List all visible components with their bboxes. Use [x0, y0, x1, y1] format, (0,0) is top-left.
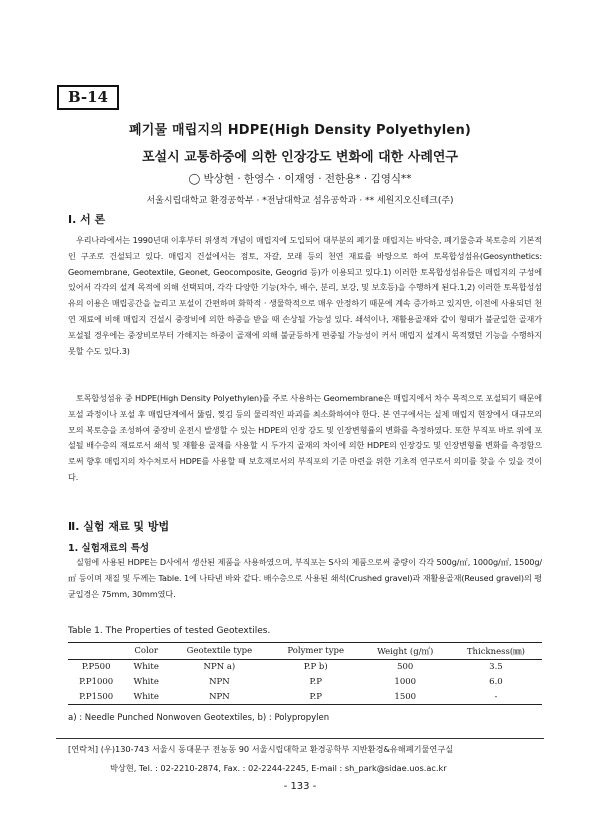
properties-table: [68, 642, 542, 705]
title-line-1: 폐기물 매립지의 HDPE(High Density Polyethylen): [128, 123, 472, 138]
table-cell: P.P: [309, 677, 322, 687]
table-cell: P.P: [271, 690, 361, 705]
table-cell: NPN: [209, 677, 230, 687]
author-list: ◯ 박상현 · 한영수 · 이재영 · 전한용* · 김영식**: [188, 173, 412, 185]
affiliation: 서울시립대학교 환경공학부 · *전남대학교 섬유공학과 · ** 세원지오신테크(주): [146, 196, 454, 206]
table-cell: P.P1500: [68, 690, 124, 705]
page-number: - 133 -: [283, 781, 317, 792]
table-header-cell: Weight (g/㎡): [361, 643, 450, 660]
table-row: [68, 660, 542, 675]
session-badge: B-14: [57, 85, 119, 110]
table-header-cell: Geotextile type: [168, 643, 271, 660]
table-cell: -: [450, 690, 542, 705]
table-cell: 1500: [361, 690, 450, 705]
contact-details: 박상현, Tel. : 02-2210-2874, Fax. : 02-2244-2245, E-mail : sh_park@sidae.uos.ac.kr: [110, 763, 447, 773]
section-1-heading: Ⅰ. 서 론: [68, 213, 106, 226]
section-1-paragraph-2: 토목합성섬유 중 HDPE(High Density Polyethylen)를 주로 사용하는 Geomembrane은 매립지에서 차수 목적으로 포설되기 때문에 포설 과정이나 포설 후 매립단계에서 뚫림, 찢김 등의 물리적인 파괴를 최소화하여야 한다. 본 연구에서는 실제 매립지 현장에서 대규모의 모의 복토층을 조성하여 중장비 운전시 발생할 수 있는 HDPE의 인장 강도 및 인장변형률의 변화를 측정하였다. 또한 부직포 바로 위에 포설될 배수층의 재료로서 쇄석 및 재활용 골재를 사용할 시 두가지 골재의 차이에 의한 HDPE의 인장강도 및 인장변형률 변화를 측정함으로써 향후 매립지의 차수처로서 HDPE를 사용할 때 보호재로서의 부직포의 기준 마련을 위한 기초적 연구로서 의미를 찾을 수 있을 것이다.: [68, 393, 542, 482]
table-cell: White: [133, 662, 159, 673]
section-2-heading: Ⅱ. 실험 재료 및 방법: [68, 520, 170, 533]
table-header-cell: Thickness(㎜): [450, 643, 542, 660]
footer-divider: [56, 738, 544, 739]
table-row: [68, 675, 542, 690]
table-cell: 6.0: [489, 677, 503, 687]
table-cell: 500: [397, 662, 414, 673]
section-2-subheading-1: 1. 실험재료의 특성: [68, 543, 150, 554]
title-line-2: 포설시 교통하중에 의한 인장강도 변화에 대한 사례연구: [142, 150, 458, 165]
table-cell: White: [124, 690, 168, 705]
table-cell: P.P b): [303, 662, 328, 673]
table-cell: NPN: [168, 690, 271, 705]
table-header-cell: [68, 643, 124, 660]
table-footnote: a) : Needle Punched Nonwoven Geotextiles, b) : Polypropylen: [68, 713, 330, 723]
table-cell: P.P1000: [79, 677, 114, 687]
table-cell: P.P500: [81, 662, 111, 673]
table-cell: 3.5: [489, 662, 503, 673]
section-1-paragraph-1: 우리나라에서는 1990년대 이후부터 위생적 개념이 매립지에 도입되어 대부분의 폐기물 매립지는 바닥층, 폐기물층과 복토층의 기본적인 구조로 건설되고 있다. 매립지 건설에서는 점토, 자갈, 모래 등의 천연 재료를 바탕으로 하여 토목합성섬유(Geosynthetics: Geomembrane, Geotextile, Geonet, Geocomposite, Geogrid 등)가 이용되고 있다.1) 이러한 토목합성섬유들은 매립지의 구성에 있어서 각각의 설계 목적에 의해 선택되며, 각각 다양한 기능(차수, 배수, 분리, 보강, 및 보호등)을 수행하게 된다.1,2) 이러한 토목합성섬유의 이용은 매립공간을 늘리고 포설이 간편하며 화학적 · 생물학적으로 매우 안정하기 때문에 계속 증가하고 있지만, 이전에 사용되던 천연 재료에 비해 매립지 건설시 중장비에 의한 하중을 받을 때 손상될 가능성 있다. 쇄석이나, 재활용골재와 같이 형태가 불균일한 골재가 포설될 경우에는 중장비로부터 가해지는 하중이 골재에 의해 불균등하게 편중될 가능성이 커서 매립지 설계시 목적했던 기능을 수행하지 못할 수도 있다.3): [68, 235, 542, 356]
table-cell: 1000: [394, 677, 417, 687]
table-row: [68, 690, 542, 705]
table-caption: Table 1. The Properties of tested Geotextiles.: [68, 626, 271, 636]
table-header-cell: Color: [124, 643, 168, 660]
table-cell: White: [133, 677, 159, 687]
table-cell: NPN a): [203, 662, 236, 673]
section-2-paragraph-1: 실험에 사용된 HDPE는 D사에서 생산된 제품을 사용하였으며, 부직포는 S사의 제품으로써 중량이 각각 500g/㎡, 1000g/㎡, 1500g/㎡ 등이며 재질 및 두께는 Table. 1에 나타낸 바와 같다. 배수층으로 사용된 쇄석(Crushed gravel)과 재활용골재(Reused gravel)의 평균입경은 75mm, 30mm였다.: [68, 557, 542, 599]
table-header-row: [68, 643, 542, 660]
contact-address: [연락처] (우)130-743 서울시 동대문구 전농동 90 서울시립대학교 환경공학부 지반환경&유해폐기물연구실: [68, 744, 454, 754]
table-header-cell: Polymer type: [271, 643, 361, 660]
